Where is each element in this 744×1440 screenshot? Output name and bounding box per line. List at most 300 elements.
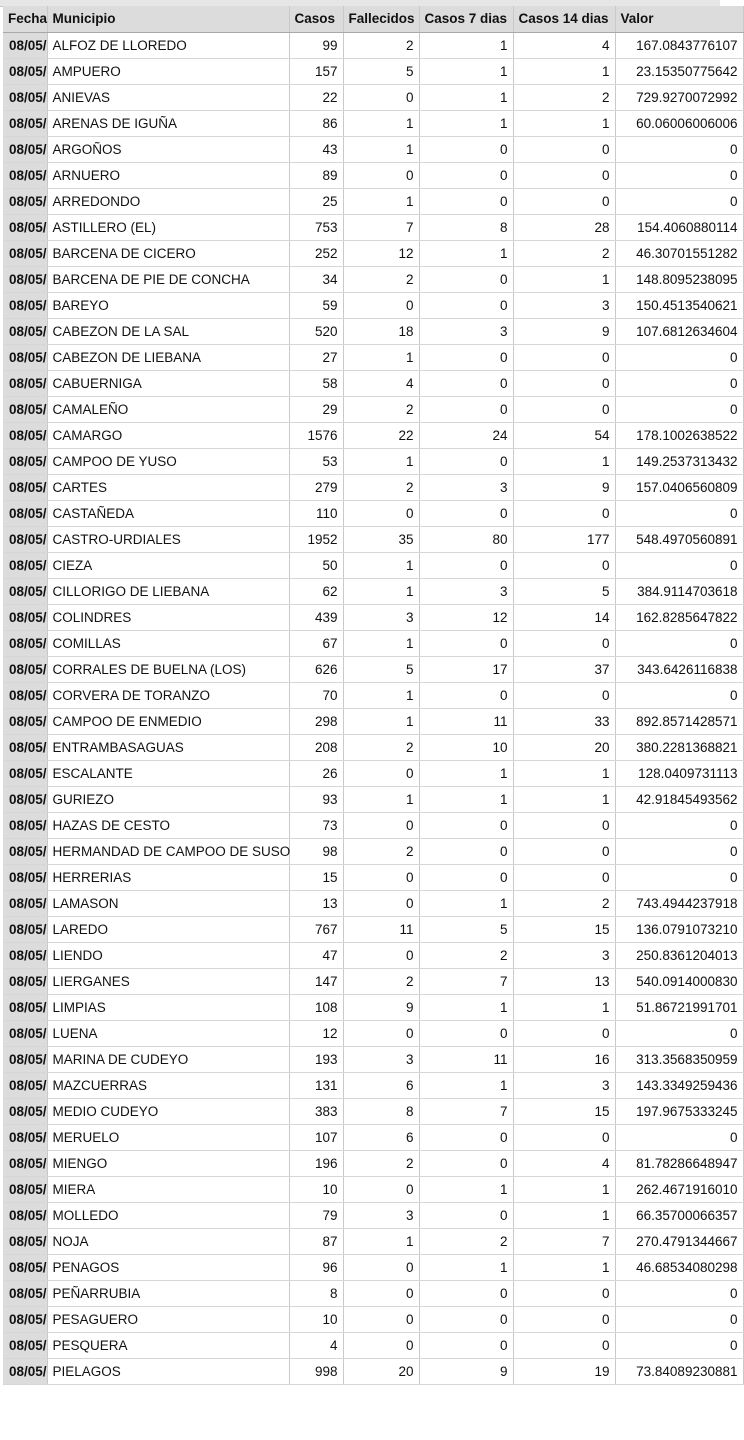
cell-casos-7-dias[interactable]: 0 (419, 136, 513, 162)
cell-municipio[interactable]: ASTILLERO (EL) (47, 214, 289, 240)
cell-fecha[interactable]: 08/05/ (3, 110, 47, 136)
table-row[interactable] (3, 812, 743, 838)
cell-fecha[interactable]: 08/05/ (3, 552, 47, 578)
cell-fallecidos[interactable]: 3 (343, 604, 419, 630)
table-row[interactable] (3, 890, 743, 916)
table-row[interactable] (3, 318, 743, 344)
cell-casos[interactable]: 67 (289, 630, 343, 656)
table-row[interactable] (3, 864, 743, 890)
cell-municipio[interactable]: LIMPIAS (47, 994, 289, 1020)
cell-casos-7-dias[interactable]: 9 (419, 1358, 513, 1384)
cell-casos-7-dias[interactable]: 0 (419, 1020, 513, 1046)
table-row[interactable] (3, 84, 743, 110)
cell-fecha[interactable]: 08/05/ (3, 136, 47, 162)
cell-casos-7-dias[interactable]: 0 (419, 266, 513, 292)
cell-municipio[interactable]: CAMARGO (47, 422, 289, 448)
cell-casos-14-dias[interactable]: 28 (513, 214, 615, 240)
cell-municipio[interactable]: COLINDRES (47, 604, 289, 630)
cell-fallecidos[interactable]: 0 (343, 84, 419, 110)
cell-fecha[interactable]: 08/05/ (3, 370, 47, 396)
table-row[interactable] (3, 994, 743, 1020)
cell-casos-14-dias[interactable]: 0 (513, 162, 615, 188)
cell-fecha[interactable]: 08/05/ (3, 1332, 47, 1358)
cell-casos-7-dias[interactable]: 1 (419, 760, 513, 786)
cell-valor[interactable]: 0 (615, 1280, 743, 1306)
cell-casos-7-dias[interactable]: 17 (419, 656, 513, 682)
cell-fallecidos[interactable]: 35 (343, 526, 419, 552)
table-row[interactable] (3, 188, 743, 214)
cell-casos-7-dias[interactable]: 11 (419, 708, 513, 734)
cell-municipio[interactable]: ENTRAMBASAGUAS (47, 734, 289, 760)
cell-municipio[interactable]: MERUELO (47, 1124, 289, 1150)
cell-valor[interactable]: 0 (615, 162, 743, 188)
cell-fecha[interactable]: 08/05/ (3, 968, 47, 994)
table-row[interactable] (3, 916, 743, 942)
cell-valor[interactable]: 162.8285647822 (615, 604, 743, 630)
cell-municipio[interactable]: CASTAÑEDA (47, 500, 289, 526)
cell-casos-7-dias[interactable]: 0 (419, 162, 513, 188)
cell-fecha[interactable]: 08/05/ (3, 1124, 47, 1150)
cell-fecha[interactable]: 08/05/ (3, 682, 47, 708)
cell-casos-7-dias[interactable]: 1 (419, 110, 513, 136)
cell-fallecidos[interactable]: 2 (343, 1150, 419, 1176)
cell-valor[interactable]: 51.86721991701 (615, 994, 743, 1020)
cell-municipio[interactable]: CILLORIGO DE LIEBANA (47, 578, 289, 604)
cell-casos[interactable]: 89 (289, 162, 343, 188)
cell-casos[interactable]: 79 (289, 1202, 343, 1228)
table-row[interactable] (3, 786, 743, 812)
cell-valor[interactable]: 136.0791073210 (615, 916, 743, 942)
table-row[interactable] (3, 552, 743, 578)
cell-municipio[interactable]: MOLLEDO (47, 1202, 289, 1228)
cell-casos[interactable]: 110 (289, 500, 343, 526)
cell-casos[interactable]: 62 (289, 578, 343, 604)
header-casos-7-dias[interactable]: Casos 7 dias (419, 6, 513, 32)
cell-municipio[interactable]: CABEZON DE LIEBANA (47, 344, 289, 370)
table-row[interactable] (3, 578, 743, 604)
cell-municipio[interactable]: ALFOZ DE LLOREDO (47, 32, 289, 58)
cell-casos-14-dias[interactable]: 1 (513, 58, 615, 84)
table-row[interactable] (3, 240, 743, 266)
cell-municipio[interactable]: CAMALEÑO (47, 396, 289, 422)
cell-fallecidos[interactable]: 18 (343, 318, 419, 344)
cell-municipio[interactable]: CASTRO-URDIALES (47, 526, 289, 552)
table-row[interactable] (3, 1280, 743, 1306)
table-row[interactable] (3, 214, 743, 240)
cell-casos[interactable]: 13 (289, 890, 343, 916)
cell-valor[interactable]: 42.91845493562 (615, 786, 743, 812)
table-row[interactable] (3, 1020, 743, 1046)
cell-casos[interactable]: 43 (289, 136, 343, 162)
cell-valor[interactable]: 0 (615, 1020, 743, 1046)
cell-casos[interactable]: 50 (289, 552, 343, 578)
cell-casos-14-dias[interactable]: 0 (513, 1124, 615, 1150)
cell-casos-7-dias[interactable]: 0 (419, 1306, 513, 1332)
cell-casos-7-dias[interactable]: 1 (419, 1176, 513, 1202)
cell-fecha[interactable]: 08/05/ (3, 656, 47, 682)
cell-fallecidos[interactable]: 6 (343, 1072, 419, 1098)
cell-casos[interactable]: 753 (289, 214, 343, 240)
cell-fallecidos[interactable]: 2 (343, 838, 419, 864)
cell-valor[interactable]: 46.30701551282 (615, 240, 743, 266)
table-row[interactable] (3, 162, 743, 188)
table-row[interactable] (3, 1046, 743, 1072)
cell-casos-14-dias[interactable]: 3 (513, 942, 615, 968)
cell-fallecidos[interactable]: 0 (343, 812, 419, 838)
cell-casos-14-dias[interactable]: 0 (513, 552, 615, 578)
cell-valor[interactable]: 157.0406560809 (615, 474, 743, 500)
cell-valor[interactable]: 46.68534080298 (615, 1254, 743, 1280)
cell-valor[interactable]: 0 (615, 630, 743, 656)
table-row[interactable] (3, 526, 743, 552)
cell-casos-14-dias[interactable]: 16 (513, 1046, 615, 1072)
cell-casos-7-dias[interactable]: 10 (419, 734, 513, 760)
cell-municipio[interactable]: CIEZA (47, 552, 289, 578)
cell-municipio[interactable]: ANIEVAS (47, 84, 289, 110)
table-row[interactable] (3, 500, 743, 526)
cell-casos[interactable]: 157 (289, 58, 343, 84)
cell-casos-14-dias[interactable]: 0 (513, 630, 615, 656)
cell-casos-7-dias[interactable]: 0 (419, 1280, 513, 1306)
cell-municipio[interactable]: HERRERIAS (47, 864, 289, 890)
cell-casos-7-dias[interactable]: 2 (419, 1228, 513, 1254)
cell-casos-7-dias[interactable]: 0 (419, 344, 513, 370)
cell-fecha[interactable]: 08/05/ (3, 526, 47, 552)
cell-valor[interactable]: 743.4944237918 (615, 890, 743, 916)
cell-casos-14-dias[interactable]: 0 (513, 1306, 615, 1332)
cell-fecha[interactable]: 08/05/ (3, 786, 47, 812)
table-row[interactable] (3, 1358, 743, 1384)
cell-casos-14-dias[interactable]: 1 (513, 266, 615, 292)
cell-fallecidos[interactable]: 2 (343, 32, 419, 58)
cell-casos-7-dias[interactable]: 0 (419, 682, 513, 708)
cell-valor[interactable]: 0 (615, 682, 743, 708)
cell-fecha[interactable]: 08/05/ (3, 396, 47, 422)
cell-municipio[interactable]: LIENDO (47, 942, 289, 968)
cell-valor[interactable]: 0 (615, 864, 743, 890)
cell-casos-14-dias[interactable]: 1 (513, 110, 615, 136)
cell-casos[interactable]: 98 (289, 838, 343, 864)
table-row[interactable] (3, 474, 743, 500)
cell-casos-14-dias[interactable]: 37 (513, 656, 615, 682)
cell-casos[interactable]: 25 (289, 188, 343, 214)
cell-fecha[interactable]: 08/05/ (3, 890, 47, 916)
cell-casos-7-dias[interactable]: 2 (419, 942, 513, 968)
cell-municipio[interactable]: HAZAS DE CESTO (47, 812, 289, 838)
cell-valor[interactable]: 128.0409731113 (615, 760, 743, 786)
cell-fallecidos[interactable]: 2 (343, 266, 419, 292)
cell-casos-7-dias[interactable]: 7 (419, 968, 513, 994)
cell-municipio[interactable]: CARTES (47, 474, 289, 500)
cell-fallecidos[interactable]: 1 (343, 630, 419, 656)
cell-fallecidos[interactable]: 0 (343, 1176, 419, 1202)
cell-casos[interactable]: 8 (289, 1280, 343, 1306)
cell-casos-7-dias[interactable]: 0 (419, 500, 513, 526)
cell-fecha[interactable]: 08/05/ (3, 344, 47, 370)
cell-municipio[interactable]: MARINA DE CUDEYO (47, 1046, 289, 1072)
cell-fallecidos[interactable]: 2 (343, 474, 419, 500)
cell-valor[interactable]: 0 (615, 552, 743, 578)
cell-casos-7-dias[interactable]: 1 (419, 1254, 513, 1280)
cell-casos-14-dias[interactable]: 0 (513, 682, 615, 708)
cell-casos-7-dias[interactable]: 0 (419, 1150, 513, 1176)
header-valor[interactable]: Valor (615, 6, 743, 32)
cell-casos[interactable]: 10 (289, 1176, 343, 1202)
cell-valor[interactable]: 154.4060880114 (615, 214, 743, 240)
cell-municipio[interactable]: ARNUERO (47, 162, 289, 188)
cell-valor[interactable]: 73.84089230881 (615, 1358, 743, 1384)
cell-casos[interactable]: 193 (289, 1046, 343, 1072)
table-row[interactable] (3, 682, 743, 708)
cell-fecha[interactable]: 08/05/ (3, 422, 47, 448)
cell-valor[interactable]: 0 (615, 812, 743, 838)
cell-casos-14-dias[interactable]: 0 (513, 500, 615, 526)
cell-casos[interactable]: 252 (289, 240, 343, 266)
cell-casos-7-dias[interactable]: 3 (419, 578, 513, 604)
cell-fecha[interactable]: 08/05/ (3, 58, 47, 84)
cell-casos-7-dias[interactable]: 0 (419, 396, 513, 422)
table-row[interactable] (3, 1306, 743, 1332)
cell-casos-7-dias[interactable]: 8 (419, 214, 513, 240)
cell-valor[interactable]: 0 (615, 1124, 743, 1150)
cell-fecha[interactable]: 08/05/ (3, 1228, 47, 1254)
cell-casos[interactable]: 1952 (289, 526, 343, 552)
cell-fecha[interactable]: 08/05/ (3, 1098, 47, 1124)
cell-fallecidos[interactable]: 1 (343, 136, 419, 162)
cell-casos-14-dias[interactable]: 9 (513, 474, 615, 500)
cell-fallecidos[interactable]: 12 (343, 240, 419, 266)
cell-casos-7-dias[interactable]: 12 (419, 604, 513, 630)
cell-fallecidos[interactable]: 0 (343, 942, 419, 968)
cell-fecha[interactable]: 08/05/ (3, 838, 47, 864)
cell-fallecidos[interactable]: 2 (343, 734, 419, 760)
cell-casos[interactable]: 107 (289, 1124, 343, 1150)
cell-casos-7-dias[interactable]: 1 (419, 994, 513, 1020)
table-row[interactable] (3, 604, 743, 630)
table-row[interactable] (3, 266, 743, 292)
cell-fecha[interactable]: 08/05/ (3, 32, 47, 58)
cell-fallecidos[interactable]: 0 (343, 1280, 419, 1306)
cell-casos-14-dias[interactable]: 0 (513, 136, 615, 162)
cell-fallecidos[interactable]: 3 (343, 1046, 419, 1072)
cell-casos[interactable]: 86 (289, 110, 343, 136)
cell-casos[interactable]: 998 (289, 1358, 343, 1384)
cell-casos-14-dias[interactable]: 3 (513, 292, 615, 318)
cell-casos-14-dias[interactable]: 54 (513, 422, 615, 448)
cell-municipio[interactable]: CAMPOO DE ENMEDIO (47, 708, 289, 734)
cell-casos-7-dias[interactable]: 0 (419, 838, 513, 864)
cell-fecha[interactable]: 08/05/ (3, 812, 47, 838)
cell-casos-7-dias[interactable]: 7 (419, 1098, 513, 1124)
cell-casos-7-dias[interactable]: 0 (419, 552, 513, 578)
cell-casos[interactable]: 34 (289, 266, 343, 292)
cell-casos-7-dias[interactable]: 11 (419, 1046, 513, 1072)
cell-casos[interactable]: 626 (289, 656, 343, 682)
cell-fecha[interactable]: 08/05/ (3, 994, 47, 1020)
cell-casos-14-dias[interactable]: 15 (513, 1098, 615, 1124)
cell-valor[interactable]: 23.15350775642 (615, 58, 743, 84)
cell-municipio[interactable]: BARCENA DE CICERO (47, 240, 289, 266)
cell-municipio[interactable]: HERMANDAD DE CAMPOO DE SUSO (47, 838, 289, 864)
cell-casos-14-dias[interactable]: 1 (513, 786, 615, 812)
cell-fecha[interactable]: 08/05/ (3, 1280, 47, 1306)
cell-casos-14-dias[interactable]: 2 (513, 84, 615, 110)
table-row[interactable] (3, 1176, 743, 1202)
cell-casos[interactable]: 131 (289, 1072, 343, 1098)
cell-casos[interactable]: 147 (289, 968, 343, 994)
cell-casos[interactable]: 520 (289, 318, 343, 344)
cell-casos-14-dias[interactable]: 33 (513, 708, 615, 734)
cell-fecha[interactable]: 08/05/ (3, 448, 47, 474)
cell-casos[interactable]: 10 (289, 1306, 343, 1332)
cell-municipio[interactable]: BARCENA DE PIE DE CONCHA (47, 266, 289, 292)
cell-fecha[interactable]: 08/05/ (3, 1150, 47, 1176)
cell-casos-14-dias[interactable]: 1 (513, 1202, 615, 1228)
cell-casos-14-dias[interactable]: 0 (513, 864, 615, 890)
table-row[interactable] (3, 942, 743, 968)
cell-municipio[interactable]: PEÑARRUBIA (47, 1280, 289, 1306)
cell-valor[interactable]: 540.0914000830 (615, 968, 743, 994)
table-row[interactable] (3, 656, 743, 682)
table-row[interactable] (3, 1228, 743, 1254)
cell-fecha[interactable]: 08/05/ (3, 630, 47, 656)
cell-valor[interactable]: 0 (615, 500, 743, 526)
cell-casos-7-dias[interactable]: 1 (419, 1072, 513, 1098)
cell-valor[interactable]: 150.4513540621 (615, 292, 743, 318)
cell-fallecidos[interactable]: 11 (343, 916, 419, 942)
cell-casos-14-dias[interactable]: 3 (513, 1072, 615, 1098)
header-fallecidos[interactable]: Fallecidos (343, 6, 419, 32)
cell-fallecidos[interactable]: 0 (343, 1306, 419, 1332)
cell-fecha[interactable]: 08/05/ (3, 864, 47, 890)
cell-municipio[interactable]: LUENA (47, 1020, 289, 1046)
cell-valor[interactable]: 0 (615, 1332, 743, 1358)
cell-casos[interactable]: 279 (289, 474, 343, 500)
cell-casos-14-dias[interactable]: 1 (513, 1254, 615, 1280)
cell-casos[interactable]: 208 (289, 734, 343, 760)
cell-fallecidos[interactable]: 1 (343, 188, 419, 214)
cell-casos-14-dias[interactable]: 0 (513, 838, 615, 864)
cell-fallecidos[interactable]: 4 (343, 370, 419, 396)
cell-casos[interactable]: 59 (289, 292, 343, 318)
cell-fallecidos[interactable]: 0 (343, 1332, 419, 1358)
cell-valor[interactable]: 107.6812634604 (615, 318, 743, 344)
cell-casos-7-dias[interactable]: 0 (419, 864, 513, 890)
cell-valor[interactable]: 167.0843776107 (615, 32, 743, 58)
table-row[interactable] (3, 1332, 743, 1358)
cell-casos-7-dias[interactable]: 1 (419, 786, 513, 812)
cell-fallecidos[interactable]: 8 (343, 1098, 419, 1124)
cell-municipio[interactable]: CAMPOO DE YUSO (47, 448, 289, 474)
cell-valor[interactable]: 149.2537313432 (615, 448, 743, 474)
cell-valor[interactable]: 0 (615, 396, 743, 422)
cell-casos-14-dias[interactable]: 15 (513, 916, 615, 942)
cell-casos-7-dias[interactable]: 1 (419, 84, 513, 110)
cell-casos[interactable]: 383 (289, 1098, 343, 1124)
cell-fecha[interactable]: 08/05/ (3, 240, 47, 266)
header-municipio[interactable]: Municipio (47, 6, 289, 32)
cell-fecha[interactable]: 08/05/ (3, 734, 47, 760)
cell-fecha[interactable]: 08/05/ (3, 1202, 47, 1228)
cell-municipio[interactable]: MIENGO (47, 1150, 289, 1176)
table-row[interactable] (3, 1124, 743, 1150)
cell-fallecidos[interactable]: 7 (343, 214, 419, 240)
cell-valor[interactable]: 892.8571428571 (615, 708, 743, 734)
cell-casos-7-dias[interactable]: 0 (419, 812, 513, 838)
cell-casos[interactable]: 4 (289, 1332, 343, 1358)
cell-casos[interactable]: 26 (289, 760, 343, 786)
cell-casos[interactable]: 1576 (289, 422, 343, 448)
cell-casos-7-dias[interactable]: 5 (419, 916, 513, 942)
cell-casos-14-dias[interactable]: 0 (513, 812, 615, 838)
cell-fecha[interactable]: 08/05/ (3, 578, 47, 604)
cell-fallecidos[interactable]: 1 (343, 1228, 419, 1254)
cell-municipio[interactable]: ARENAS DE IGUÑA (47, 110, 289, 136)
cell-fecha[interactable]: 08/05/ (3, 1306, 47, 1332)
table-row[interactable] (3, 136, 743, 162)
cell-casos[interactable]: 196 (289, 1150, 343, 1176)
cell-fallecidos[interactable]: 5 (343, 656, 419, 682)
cell-municipio[interactable]: PIELAGOS (47, 1358, 289, 1384)
cell-municipio[interactable]: COMILLAS (47, 630, 289, 656)
cell-municipio[interactable]: GURIEZO (47, 786, 289, 812)
cell-fecha[interactable]: 08/05/ (3, 708, 47, 734)
table-row[interactable] (3, 1072, 743, 1098)
table-row[interactable] (3, 448, 743, 474)
cell-fecha[interactable]: 08/05/ (3, 292, 47, 318)
table-row[interactable] (3, 396, 743, 422)
table-row[interactable] (3, 838, 743, 864)
cell-fallecidos[interactable]: 6 (343, 1124, 419, 1150)
cell-casos[interactable]: 47 (289, 942, 343, 968)
cell-fallecidos[interactable]: 22 (343, 422, 419, 448)
header-casos-14-dias[interactable]: Casos 14 dias (513, 6, 615, 32)
cell-casos-14-dias[interactable]: 1 (513, 1176, 615, 1202)
cell-valor[interactable]: 729.9270072992 (615, 84, 743, 110)
cell-fecha[interactable]: 08/05/ (3, 1176, 47, 1202)
cell-fecha[interactable]: 08/05/ (3, 214, 47, 240)
cell-casos[interactable]: 87 (289, 1228, 343, 1254)
cell-municipio[interactable]: LIERGANES (47, 968, 289, 994)
cell-fecha[interactable]: 08/05/ (3, 942, 47, 968)
table-row[interactable] (3, 630, 743, 656)
cell-casos-7-dias[interactable]: 0 (419, 370, 513, 396)
cell-valor[interactable]: 250.8361204013 (615, 942, 743, 968)
cell-casos-14-dias[interactable]: 0 (513, 188, 615, 214)
cell-casos-14-dias[interactable]: 0 (513, 1332, 615, 1358)
cell-fecha[interactable]: 08/05/ (3, 916, 47, 942)
table-row[interactable] (3, 1254, 743, 1280)
cell-casos[interactable]: 298 (289, 708, 343, 734)
cell-casos-14-dias[interactable]: 0 (513, 396, 615, 422)
cell-casos[interactable]: 93 (289, 786, 343, 812)
cell-fecha[interactable]: 08/05/ (3, 474, 47, 500)
cell-fecha[interactable]: 08/05/ (3, 1020, 47, 1046)
cell-casos-14-dias[interactable]: 0 (513, 344, 615, 370)
cell-casos-14-dias[interactable]: 1 (513, 448, 615, 474)
cell-valor[interactable]: 66.35700066357 (615, 1202, 743, 1228)
cell-casos[interactable]: 96 (289, 1254, 343, 1280)
cell-valor[interactable]: 380.2281368821 (615, 734, 743, 760)
table-row[interactable] (3, 1150, 743, 1176)
cell-fallecidos[interactable]: 1 (343, 448, 419, 474)
cell-fallecidos[interactable]: 0 (343, 292, 419, 318)
cell-casos-14-dias[interactable]: 14 (513, 604, 615, 630)
header-fecha[interactable]: Fecha (3, 6, 47, 32)
cell-fallecidos[interactable]: 5 (343, 58, 419, 84)
table-row[interactable] (3, 968, 743, 994)
cell-valor[interactable]: 178.1002638522 (615, 422, 743, 448)
